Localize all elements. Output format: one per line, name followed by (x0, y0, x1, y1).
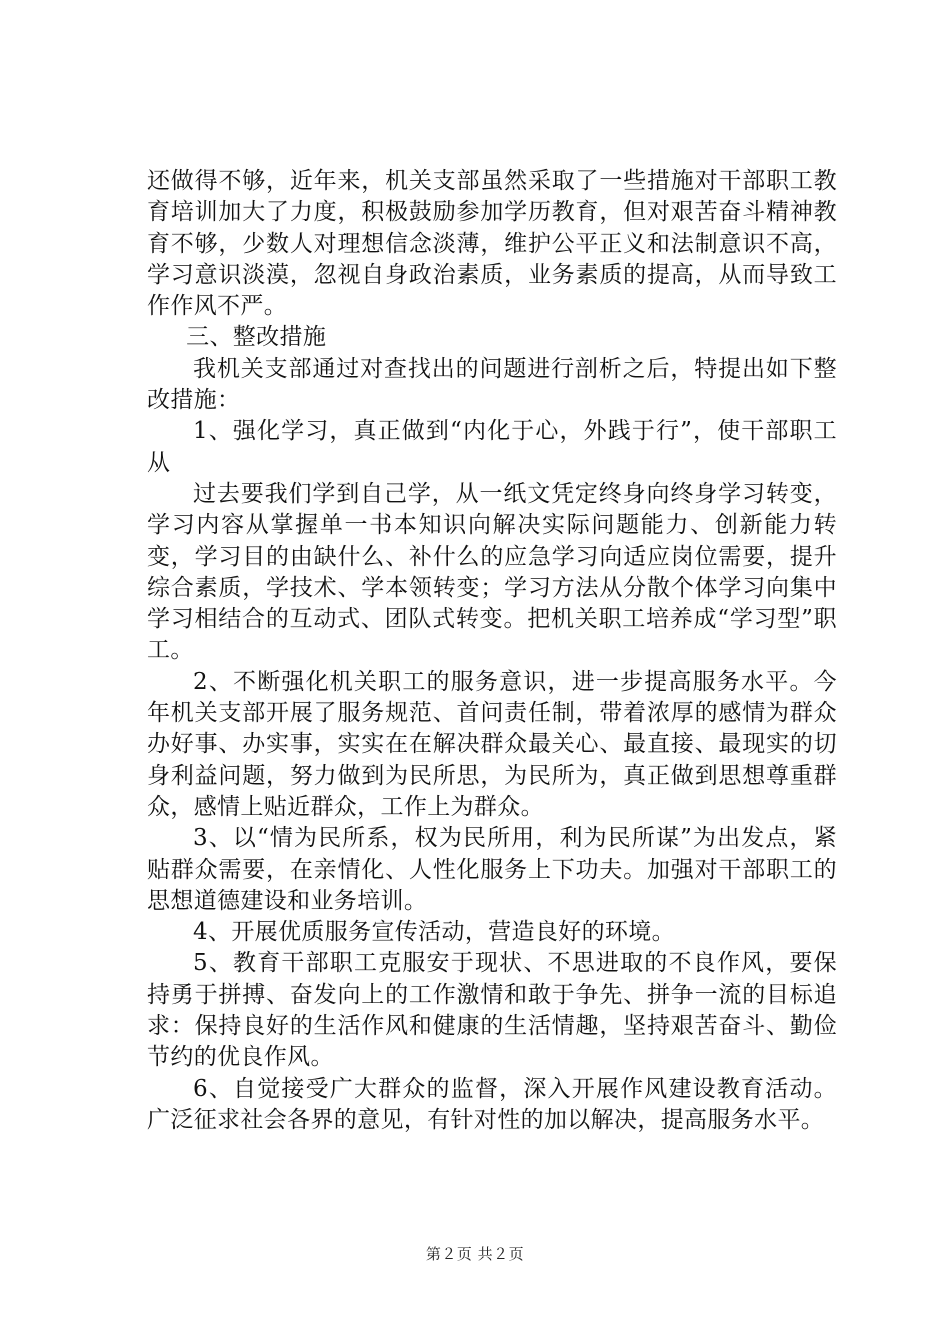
paragraph-item-3: 3、以“情为民所系，权为民所用，利为民所谋”为出发点，紧贴群众需要，在亲情化、人性化服务上下功夫。加强对干部职工的思想道德建设和业务培训。 (147, 825, 837, 914)
paragraph-item-1: 1、强化学习，真正做到“内化于心，外践于行”，使干部职工从 (147, 418, 837, 476)
page-number-footer: 第２页 共２页 (425, 1245, 525, 1263)
document-body (147, 166, 837, 1136)
paragraph-lead: 我机关支部通过对查找出的问题进行剖析之后，特提出如下整改措施： (147, 355, 837, 414)
paragraph-intro: 还做得不够，近年来，机关支部虽然采取了一些措施对干部职工教育培训加大了力度，积极鼓励参加学历教育，但对艰苦奋斗精神教育不够，少数人对理想信念淡薄，维护公平正义和法制意识不高，学习意识淡漠，忽视自身政治素质，业务素质的提高，从而导致工作作风不严。 (147, 168, 837, 320)
paragraph-item-1-continued: 过去要我们学到自己学，从一纸文凭定终身向终身学习转变，学习内容从掌握单一书本知识向解决实际问题能力、创新能力转变，学习目的由缺什么、补什么的应急学习向适应岗位需要，提升综合素质，学技术、学本领转变；学习方法从分散个体学习向集中学习相结合的互动式、团队式转变。把机关职工培养成“学习型”职工。 (147, 480, 837, 664)
paragraph-item-4: 4、开展优质服务宣传活动，营造良好的环境。 (193, 919, 675, 946)
paragraph-item-6: 6、自觉接受广大群众的监督，深入开展作风建设教育活动。广泛征求社会各界的意见，有针对性的加以解决，提高服务水平。 (147, 1075, 837, 1133)
section-heading-measures: 三、整改措施 (186, 324, 327, 351)
paragraph-item-2: 2、不断强化机关职工的服务意识，进一步提高服务水平。今年机关支部开展了服务规范、首问责任制，带着浓厚的感情为群众办好事、办实事，实实在在解决群众最关心、最直接、最现实的切身利益问题，努力做到为民所思，为民所为，真正做到思想尊重群众，感情上贴近群众，工作上为群众。 (147, 668, 837, 820)
paragraph-item-5: 5、教育干部职工克服安于现状、不思进取的不良作风，要保持勇于拼搏、奋发向上的工作激情和敢于争先、拼争一流的目标追求：保持良好的生活作风和健康的生活情趣，坚持艰苦奋斗、勤俭节约的优良作风。 (147, 950, 837, 1071)
